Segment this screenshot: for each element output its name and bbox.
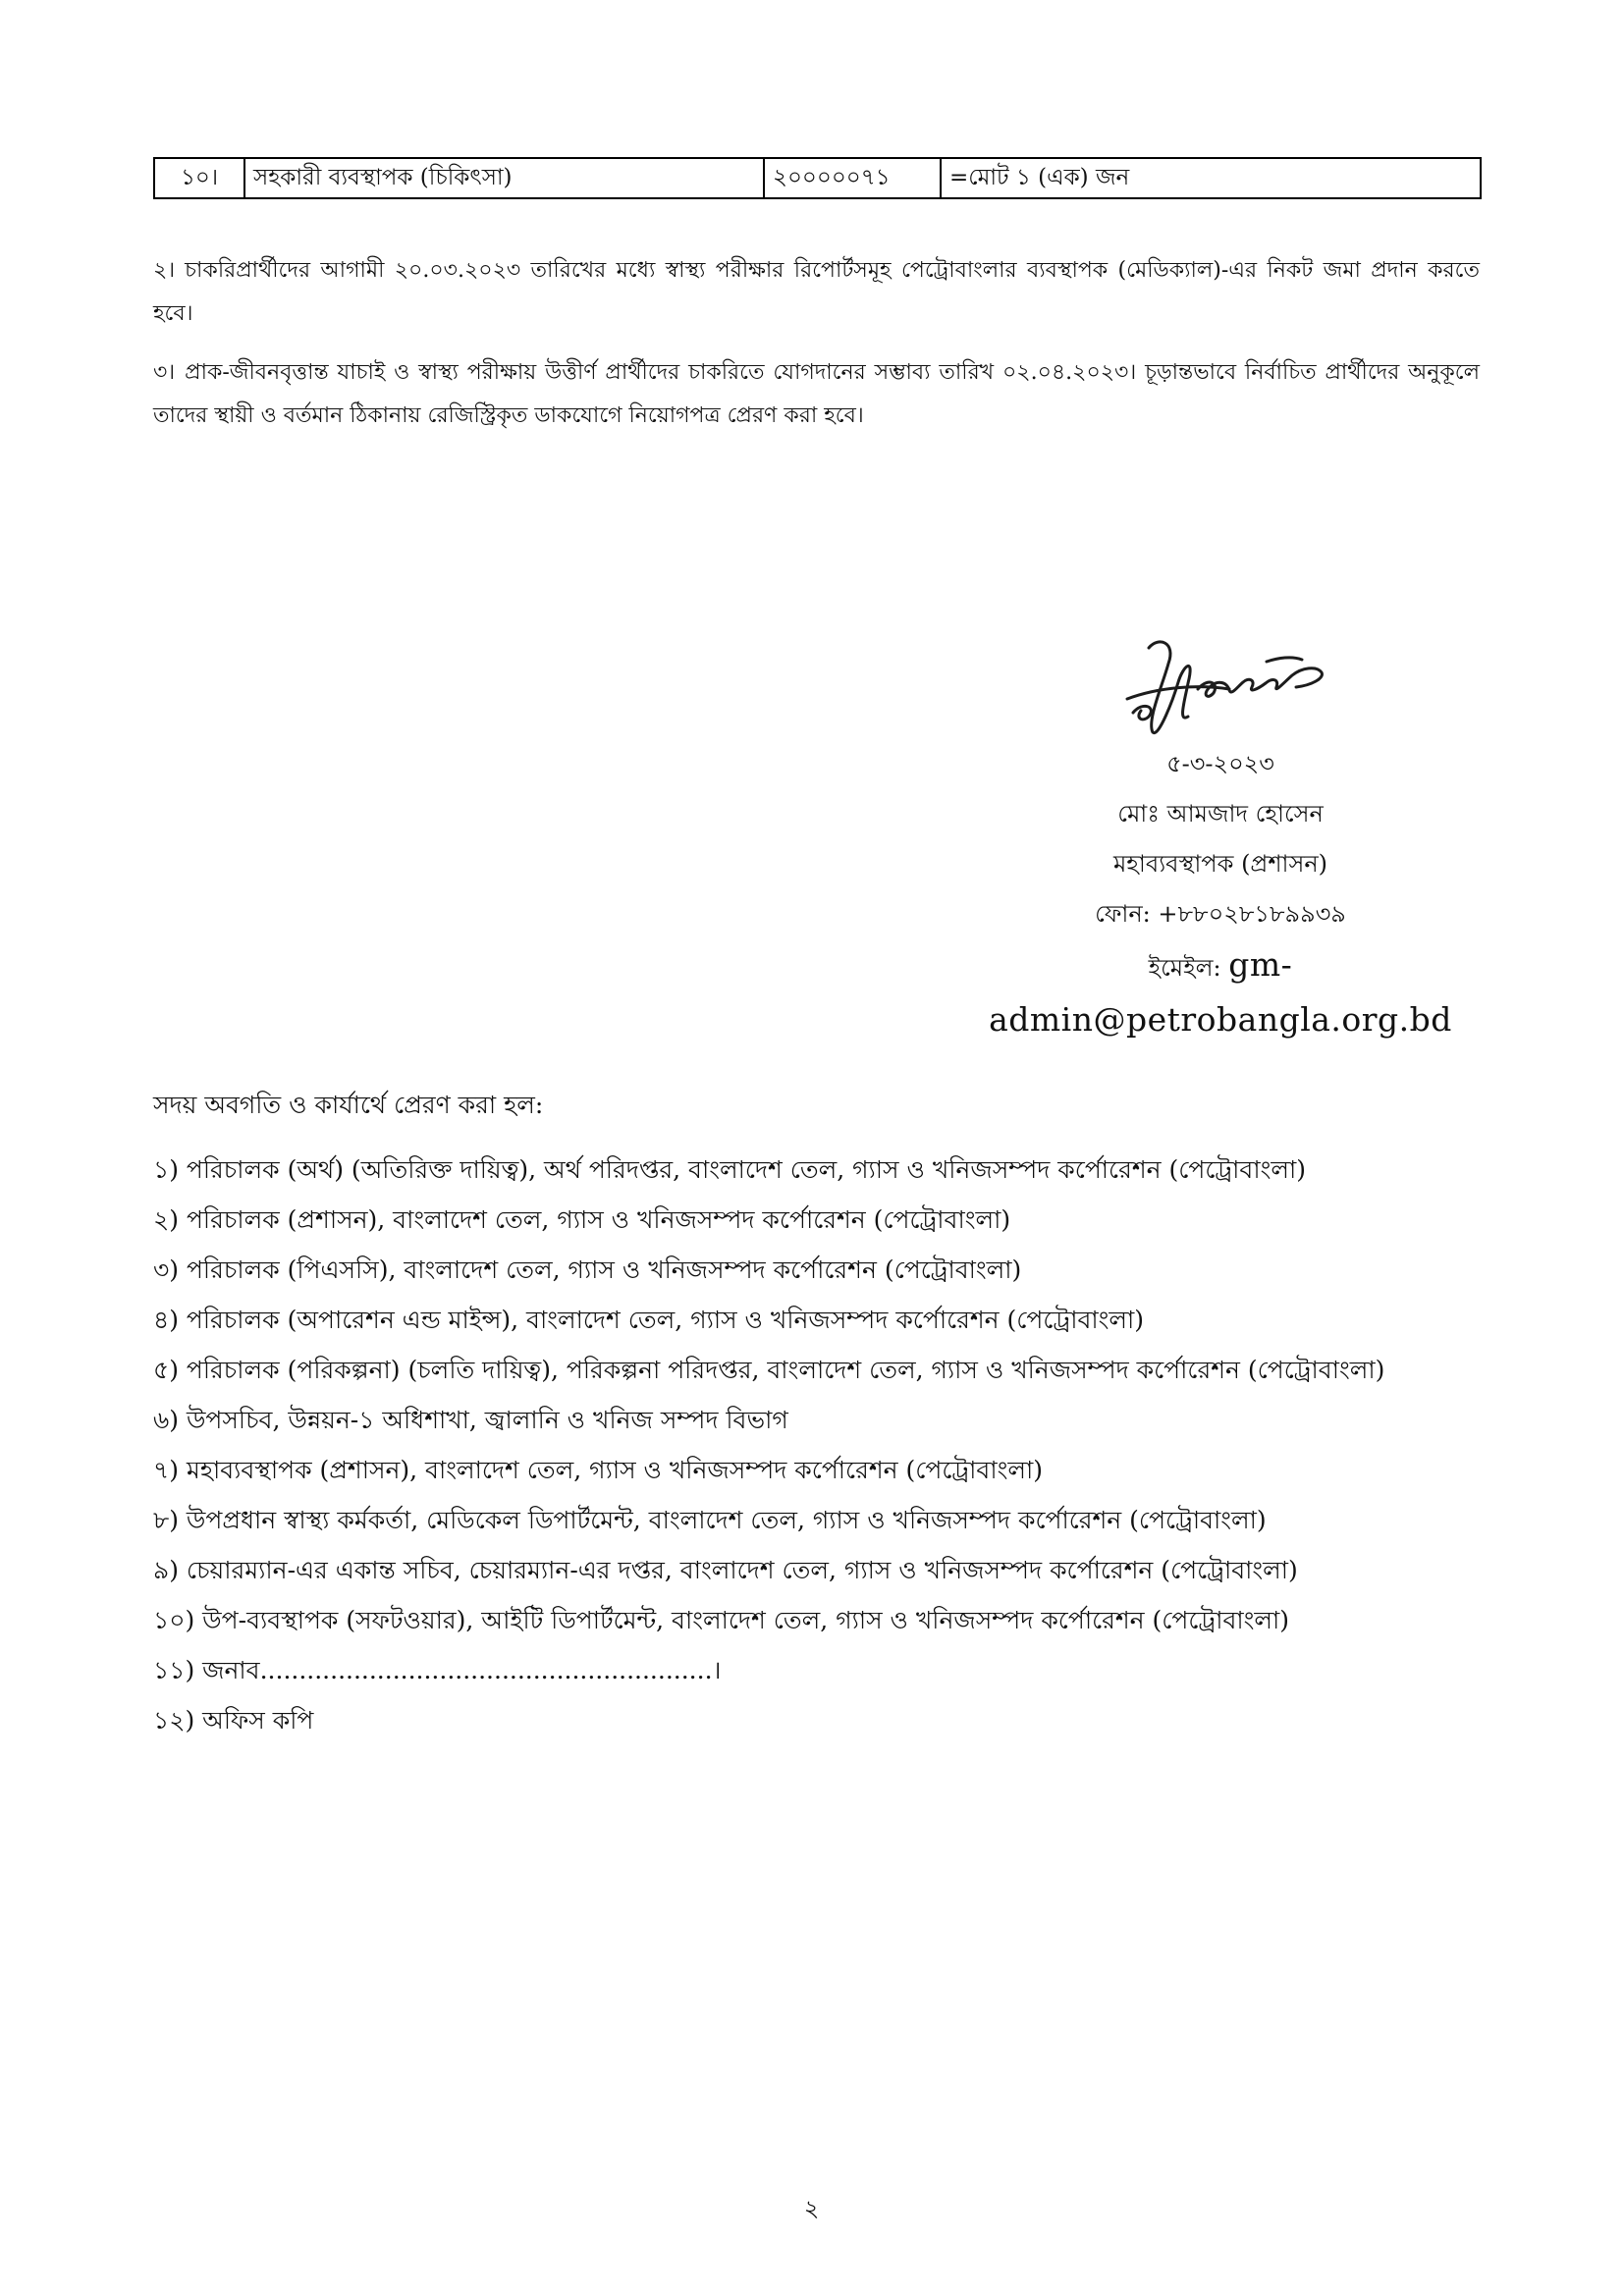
list-item: ৯) চেয়ারম্যান-এর একান্ত সচিব, চেয়ারম্যান-এর দপ্তর, বাংলাদেশ তেল, গ্যাস ও খনিজসম্পদ কর্পোরেশন (পেট্রোবাংলা)	[153, 1556, 1298, 1584]
signatory-phone: ফোন: +৮৮০২৮১৮৯৯৩৯	[1095, 900, 1346, 928]
signature-image	[1119, 628, 1335, 741]
signatory-name: মোঃ আমজাদ হোসেন	[1117, 800, 1324, 828]
paragraph-3	[153, 351, 1480, 438]
list-item: ২) পরিচালক (প্রশাসন), বাংলাদেশ তেল, গ্যাস ও খনিজসম্পদ কর্পোরেশন (পেট্রোবাংলা)	[153, 1205, 1011, 1234]
paragraph-2	[153, 249, 1480, 336]
distribution-list	[153, 1080, 1480, 1745]
signatory-block	[926, 739, 1515, 1045]
page-number: ২	[803, 2195, 820, 2222]
signatory-email-line	[926, 939, 1515, 993]
list-item: ১০) উপ-ব্যবস্থাপক (সফটওয়ার), আইটি ডিপার্টমেন্ট, বাংলাদেশ তেল, গ্যাস ও খনিজসম্পদ কর্পোরেশন (পেট্রোবাংলা)	[153, 1606, 1289, 1634]
list-item: ৬) উপসচিব, উন্নয়ন-১ অধিশাখা, জ্বালানি ও খনিজ সম্পদ বিভাগ	[153, 1406, 788, 1434]
post-name-cell: সহকারী ব্যবস্থাপক (চিকিৎসা)	[244, 158, 764, 198]
signature-stroke	[1133, 706, 1151, 720]
email-part-2: admin@petrobangla.org.bd	[989, 1000, 1452, 1039]
email-label: ইমেইল:	[1148, 954, 1221, 982]
paragraph-text: চাকরিপ্রার্থীদের আগামী ২০.০৩.২০২৩ তারিখের মধ্যে স্বাস্থ্য পরীক্ষার রিপোর্টসমূহ পেট্রোবাংলার ব্যবস্থাপক (মেডিক্যাল)-এর নিকট জমা প্রদান করতে হবে।	[153, 258, 1480, 326]
list-item: ৪) পরিচালক (অপারেশন এন্ড মাইন্স), বাংলাদেশ তেল, গ্যাস ও খনিজসম্পদ কর্পোরেশন (পেট্রোবাংলা)	[153, 1306, 1145, 1334]
serial-cell: ১০।	[154, 158, 244, 198]
list-item: ১) পরিচালক (অর্থ) (অতিরিক্ত দায়িত্ব), অর্থ পরিদপ্তর, বাংলাদেশ তেল, গ্যাস ও খনিজসম্পদ কর্পোরেশন (পেট্রোবাংলা)	[153, 1155, 1306, 1184]
list-item: ১২) অফিস কপি	[153, 1706, 314, 1735]
paragraph-text: প্রাক-জীবনবৃত্তান্ত যাচাই ও স্বাস্থ্য পরীক্ষায় উত্তীর্ণ প্রার্থীদের চাকরিতে যোগদানের সম্ভাব্য তারিখ ০২.০৪.২০২৩। চূড়ান্তভাবে নির্বাচিত প্রার্থীদের অনুকূলে তাদের স্থায়ী ও বর্তমান ঠিকানায় রেজিস্ট্রিকৃত ডাকযোগে নিয়োগপত্র প্রেরণ করা হবে।	[153, 360, 1480, 428]
signature-stroke	[1267, 658, 1302, 662]
table-row	[154, 158, 1481, 198]
list-item: ৩) পরিচালক (পিএসসি), বাংলাদেশ তেল, গ্যাস ও খনিজসম্পদ কর্পোরেশন (পেট্রোবাংলা)	[153, 1255, 1022, 1284]
total-count-cell: =মোট ১ (এক) জন	[941, 158, 1481, 198]
list-item: ৭) মহাব্যবস্থাপক (প্রশাসন), বাংলাদেশ তেল, গ্যাস ও খনিজসম্পদ কর্পোরেশন (পেট্রোবাংলা)	[153, 1456, 1043, 1484]
paragraph-number: ৩।	[153, 360, 176, 385]
signature-stroke	[1198, 668, 1322, 697]
post-table	[153, 157, 1482, 199]
list-item: ৮) উপপ্রধান স্বাস্থ্য কর্মকর্তা, মেডিকেল ডিপার্টমেন্ট, বাংলাদেশ তেল, গ্যাস ও খনিজসম্পদ কর্পোরেশন (পেট্রোবাংলা)	[153, 1506, 1267, 1534]
list-item: ১১) জনাব..........................................................।	[153, 1656, 722, 1684]
list-item: ৫) পরিচালক (পরিকল্পনা) (চলতি দায়িত্ব), পরিকল্পনা পরিদপ্তর, বাংলাদেশ তেল, গ্যাস ও খনিজসম্পদ কর্পোরেশন (পেট্রোবাংলা)	[153, 1356, 1385, 1384]
distribution-header: সদয় অবগতি ও কার্যার্থে প্রেরণ করা হল:	[153, 1091, 544, 1119]
signatory-designation: মহাব্যবস্থাপক (প্রশাসন)	[1112, 850, 1328, 878]
body-paragraphs	[153, 249, 1480, 454]
roll-number-cell: ২০০০০০৭১	[764, 158, 941, 198]
email-part-1: gm-	[1228, 945, 1293, 984]
signature-date: ৫-৩-২০২৩	[1166, 750, 1274, 777]
paragraph-number: ২।	[153, 258, 176, 283]
